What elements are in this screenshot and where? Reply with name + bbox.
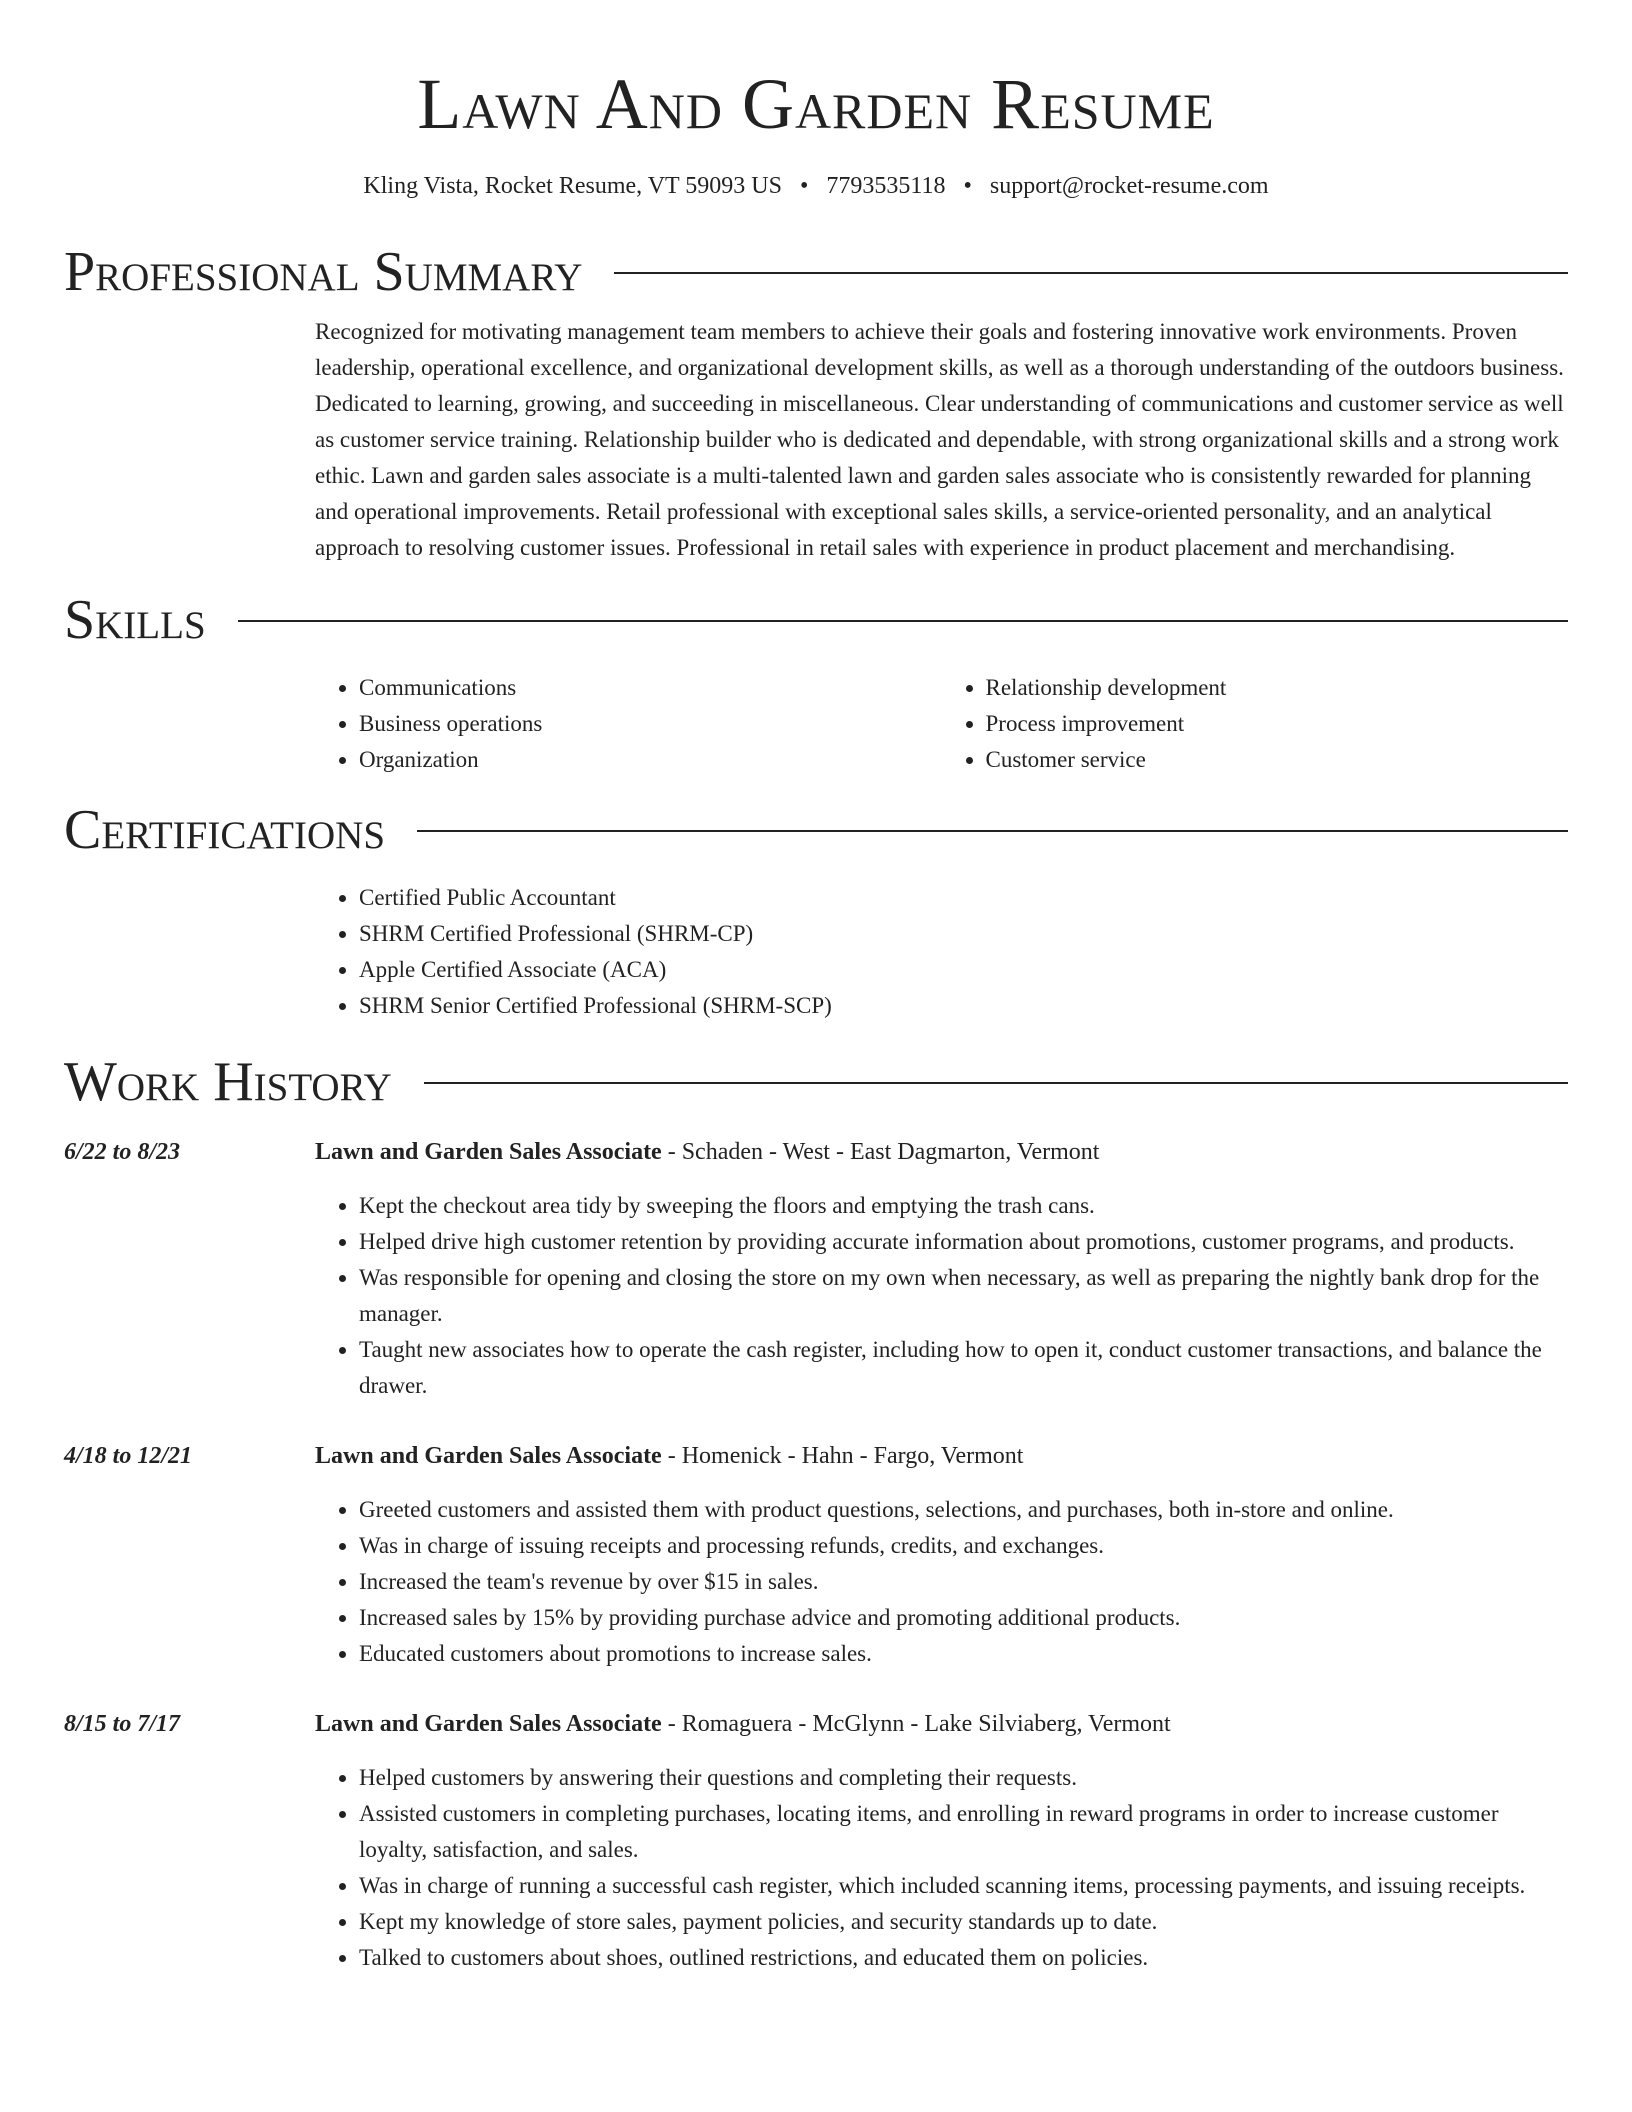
section-divider (238, 620, 1568, 622)
job-bullet: • Increased the team's revenue by over $15 in sales. (359, 1564, 1568, 1600)
job-heading (315, 1134, 1568, 1170)
job-bullet: • Taught new associates how to operate the cash register, including how to open it, conduct customer transactions, and balance the drawer. (359, 1332, 1568, 1404)
contact-address: Kling Vista, Rocket Resume, VT 59093 US (363, 173, 782, 199)
skills-list (315, 670, 1568, 778)
contact-separator: • (799, 173, 809, 199)
certifications-section-header (64, 798, 1568, 862)
job-bullet: • Assisted customers in completing purchases, locating items, and enrolling in reward programs in order to increase customer loyalty, satisfaction, and sales. (359, 1796, 1568, 1868)
job-bullet: • Helped drive high customer retention by providing accurate information about promotions, customer programs, and products. (359, 1224, 1568, 1260)
job-bullet: • Educated customers about promotions to increase sales. (359, 1636, 1568, 1672)
job-bullets (315, 1492, 1568, 1672)
job-entry (64, 1134, 1568, 1404)
contact-line (64, 170, 1568, 202)
contact-email: support@rocket-resume.com (989, 173, 1269, 199)
job-body (315, 1438, 1568, 1672)
job-entry (64, 1438, 1568, 1672)
skills-column-left (315, 670, 942, 778)
job-bullet: • Helped customers by answering their questions and completing their requests. (359, 1760, 1568, 1796)
job-employer: - Homenick - Hahn - Fargo, Vermont (661, 1443, 1024, 1469)
section-divider (417, 830, 1568, 832)
job-bullet: • Greeted customers and assisted them with product questions, selections, and purchases, both in-store and online. (359, 1492, 1568, 1528)
job-entry (64, 1706, 1568, 1976)
job-bullet: • Kept my knowledge of store sales, payment policies, and security standards up to date. (359, 1904, 1568, 1940)
contact-separator: • (963, 173, 972, 199)
job-bullets (315, 1760, 1568, 1976)
job-title: Lawn and Garden Sales Associate (315, 1139, 662, 1165)
job-employer: - Romaguera - McGlynn - Lake Silviaberg, Vermont (661, 1711, 1171, 1737)
job-body (315, 1706, 1568, 1976)
work-history-section-header (64, 1050, 1568, 1114)
section-divider (614, 272, 1568, 274)
job-employer: - Schaden - West - East Dagmarton, Vermont (661, 1139, 1100, 1165)
job-dates: 6/22 to 8/23 (64, 1139, 181, 1165)
summary-text: Recognized for motivating management team members to achieve their goals and fostering innovative work environments. Proven leadership, operational excellence, and organizational development skills, as well as a thorough understanding of the outdoors business. Dedicated to learning, growing, and succeeding in miscellaneous. Clear understanding of communications and customer service as well as customer service training. Relationship builder who is dedicated and dependable, with strong organizational skills and a strong work ethic. Lawn and garden sales associate is a multi-talented lawn and garden sales associate who is consistently rewarded for planning and operational improvements. Retail professional with exceptional sales skills, a service-oriented personality, and an analytical approach to resolving customer issues. Professional in retail sales with experience in product placement and merchandising. (315, 319, 1564, 560)
job-bullets (315, 1188, 1568, 1404)
skills-column-right (942, 670, 1569, 778)
job-bullet: • Increased sales by 15% by providing purchase advice and promoting additional products. (359, 1600, 1568, 1636)
job-title: Lawn and Garden Sales Associate (315, 1711, 662, 1737)
skills-section-header (64, 588, 1568, 652)
contact-phone: 7793535118 (826, 173, 946, 199)
summary-body (315, 314, 1568, 566)
summary-heading: Professional Summary (64, 241, 583, 303)
certifications-heading: Certifications (64, 799, 386, 861)
job-bullet: • Was in charge of running a successful cash register, which included scanning items, processing payments, and issuing receipts. (359, 1868, 1568, 1904)
job-dates: 8/15 to 7/17 (64, 1711, 181, 1737)
work-history-heading: Work History (64, 1051, 392, 1113)
skill-item: • Communications (359, 670, 942, 706)
job-body (315, 1134, 1568, 1404)
certification-item: • SHRM Certified Professional (SHRM-CP) (359, 916, 1568, 952)
skill-item: • Relationship development (986, 670, 1569, 706)
job-dates: 4/18 to 12/21 (64, 1443, 193, 1469)
certification-item: • SHRM Senior Certified Professional (SHRM-SCP) (359, 988, 1568, 1024)
skill-item: • Organization (359, 742, 942, 778)
certifications-list (315, 880, 1568, 1024)
skill-item: • Process improvement (986, 706, 1569, 742)
job-bullet: • Talked to customers about shoes, outlined restrictions, and educated them on policies. (359, 1940, 1568, 1976)
job-bullet: • Was responsible for opening and closing the store on my own when necessary, as well as preparing the nightly bank drop for the manager. (359, 1260, 1568, 1332)
certification-item: • Apple Certified Associate (ACA) (359, 952, 1568, 988)
resume-title: Lawn And Garden Resume (417, 64, 1215, 144)
job-title: Lawn and Garden Sales Associate (315, 1443, 662, 1469)
skill-item: • Business operations (359, 706, 942, 742)
skill-item: • Customer service (986, 742, 1569, 778)
resume-page (64, 0, 1568, 1976)
job-bullet: • Was in charge of issuing receipts and processing refunds, credits, and exchanges. (359, 1528, 1568, 1564)
job-bullet: • Kept the checkout area tidy by sweeping the floors and emptying the trash cans. (359, 1188, 1568, 1224)
section-divider (424, 1082, 1568, 1084)
job-heading (315, 1706, 1568, 1742)
summary-section-header (64, 240, 1568, 304)
certification-item: • Certified Public Accountant (359, 880, 1568, 916)
skills-heading: Skills (64, 589, 206, 651)
job-heading (315, 1438, 1568, 1474)
